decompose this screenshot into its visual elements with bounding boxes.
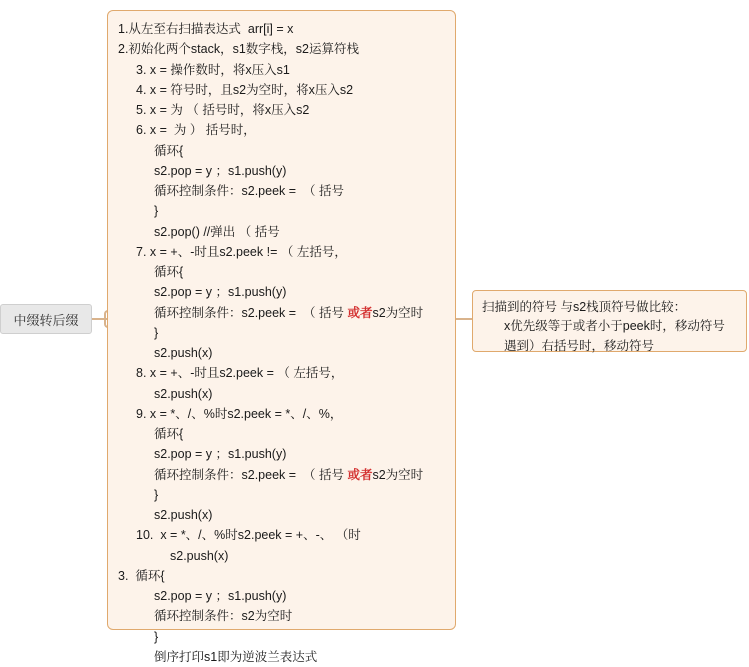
algorithm-step-line: s2.push(x)	[154, 508, 213, 522]
algorithm-step-line: }	[154, 487, 159, 502]
algorithm-step-line: 1.从左至右扫描表达式 arr[i] = x	[118, 22, 294, 36]
algorithm-step-line: s2.pop = y ；s1.push(y)	[154, 589, 287, 603]
algorithm-step-line: 循环{	[154, 143, 184, 158]
algorithm-step-line: 倒序打印s1即为逆波兰表达式	[154, 649, 318, 664]
algorithm-step-line: 循环控制条件：s2.peek = （ 括号	[154, 184, 344, 198]
algorithm-step-line: 5. x = 为 （ 括号时，将x压入s2	[136, 103, 310, 117]
algorithm-step-line: 循环{	[154, 265, 184, 279]
algorithm-step-line: s2.pop = y ；s1.push(y)	[154, 163, 287, 178]
algorithm-step-line: 2.初始化两个stack，s1数字栈，s2运算符栈	[118, 42, 360, 57]
algorithm-step-line: 循环控制条件：s2为空时	[154, 609, 293, 624]
root-node-label: 中缀转后缀	[13, 312, 79, 328]
algorithm-step-line: 4. x = 符号时，且s2为空时，将x压入s2	[136, 82, 354, 97]
algorithm-step-line: 7. x = +、-时且s2.peek != （ 左括号，	[136, 244, 347, 259]
main-algorithm-box[interactable]	[107, 10, 456, 664]
algorithm-step-line: }	[154, 629, 159, 644]
algorithm-step-line: 循环控制条件：s2.peek = （ 括号 或者s2为空时	[154, 467, 424, 482]
algorithm-step-line: }	[154, 204, 159, 219]
algorithm-step-line: s2.push(x)	[170, 548, 229, 563]
algorithm-step-line: }	[154, 325, 159, 340]
note-box[interactable]	[472, 290, 747, 352]
note-line: 扫描到的符号 与s2栈顶符号做比较：	[482, 300, 687, 314]
algorithm-step-line: s2.pop = y ；s1.push(y)	[154, 447, 287, 462]
algorithm-step-line: 10. x = *、/、%时s2.peek = +、-、 （时	[136, 528, 361, 543]
algorithm-step-line: s2.pop = y ；s1.push(y)	[154, 285, 287, 300]
algorithm-step-line: 8. x = +、-时且s2.peek = （ 左括号，	[136, 366, 344, 381]
algorithm-step-line: 3. x = 操作数时，将x压入s1	[136, 62, 290, 77]
algorithm-step-line: 3. 循环{	[118, 568, 165, 583]
note-line: x优先级等于或者小于peek时，移动符号	[504, 319, 725, 334]
algorithm-step-line: s2.push(x)	[154, 386, 213, 401]
algorithm-step-line: s2.push(x)	[154, 346, 213, 360]
algorithm-step-line: 循环控制条件：s2.peek = （ 括号 或者s2为空时	[154, 305, 424, 320]
algorithm-step-line: 循环{	[154, 427, 184, 441]
algorithm-step-line: 9. x = *、/、%时s2.peek = *、/、%，	[136, 406, 343, 421]
note-line: 遇到）右括号时，移动符号	[504, 338, 655, 353]
algorithm-step-line: s2.pop() //弹出 （ 括号	[154, 224, 280, 239]
connector-main-to-note	[456, 318, 472, 320]
root-node[interactable]	[0, 304, 92, 334]
algorithm-step-line: 6. x = 为 ） 括号时，	[136, 123, 256, 138]
